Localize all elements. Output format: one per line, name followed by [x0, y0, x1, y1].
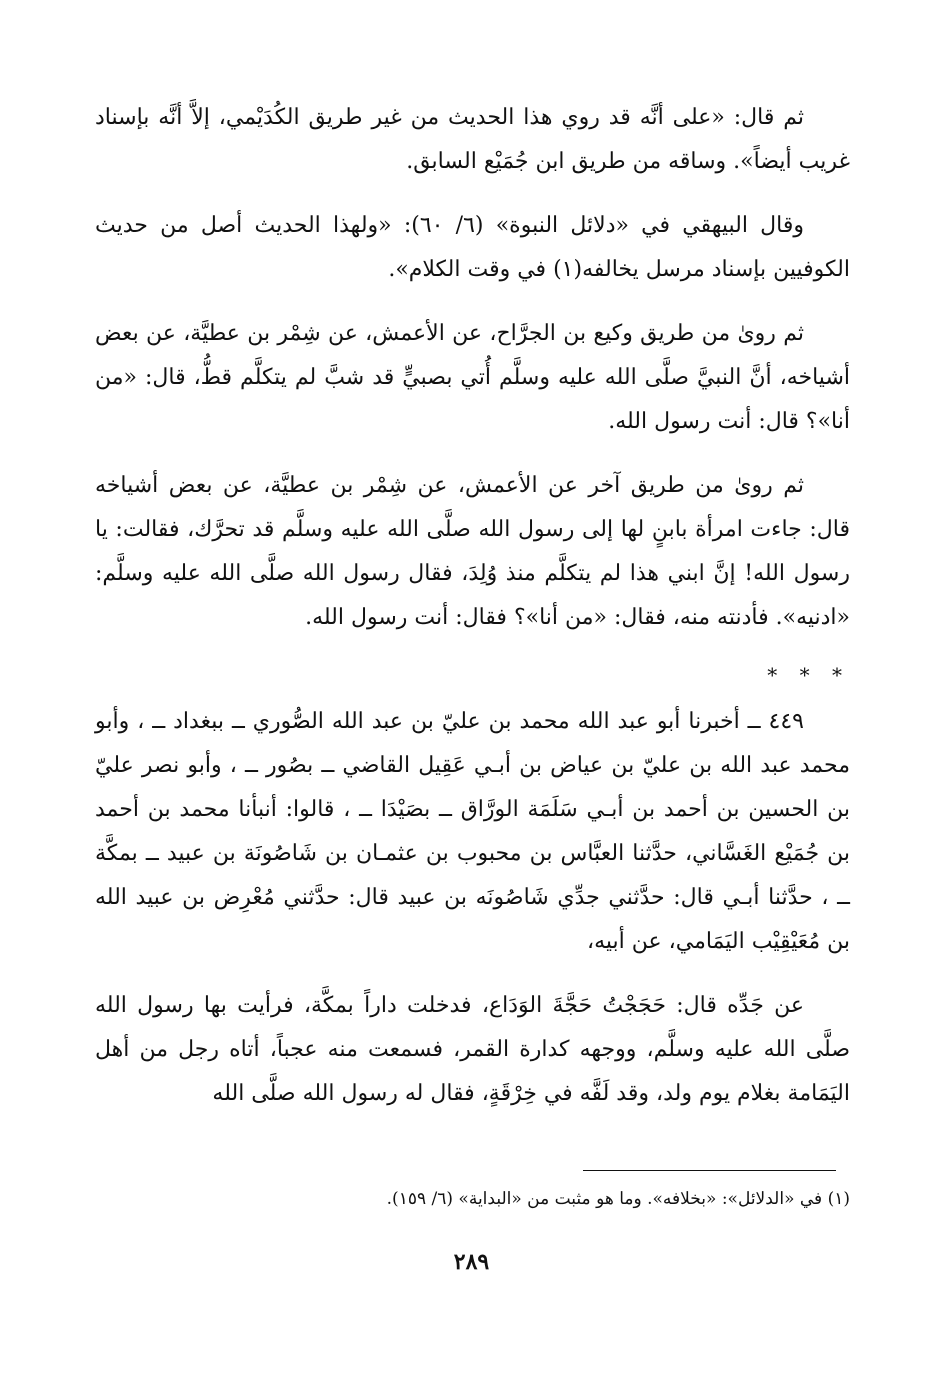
- paragraph-1: ثم قال: «على أنَّه قد روي هذا الحديث من غير طريق الكُدَيْمي، إلاَّ أنَّه بإسناد غريب أيضاً». وساقه من طريق ابن جُمَيْع السابق.: [95, 105, 850, 174]
- paragraph-3: ثم روىٰ من طريق وكيع بن الجرَّاح، عن الأعمش، عن شِمْر بن عطيَّة، عن بعض أشياخه، أنَّ النبيَّ صلَّى الله عليه وسلَّم أُتي بصبيٍّ قد شبَّ لم يتكلَّم قطُّ، قال: «من أنا»؟ قال: أنت رسول الله.: [95, 321, 850, 434]
- page-number: ٢٨٩: [453, 1249, 490, 1275]
- section-separator: * * *: [767, 663, 850, 687]
- hadith-449-isnad: ٤٤٩ ــ أخبرنا أبو عبد الله محمد بن عليّ بن عبد الله الصُّوري ــ ببغداد ــ ، وأبو محمد عبد الله بن عليّ بن عياض بن أبـي عَقِيل القاضي ــ بصُور ــ ، وأبو نصر عليّ بن الحسين بن أحمد بن أبـي سَلَمَة الورَّاق ــ بصَيْدَا ــ ، قالوا: أنبأنا محمد بن أحمد بن جُمَيْع الغَسَّاني، حدَّثنا العبَّاس بن محبوب بن عثمـان بن شَاصُونَة بن عبيد ــ بمكَّة ــ ، حدَّثنا أبـي قال: حدَّثني جدِّي شَاصُونَه بن عبيد قال: حدَّثني مُعْرِض بن عبيد الله بن مُعَيْقِيْب اليَمَامي، عن أبيه،: [95, 709, 850, 954]
- main-text: [95, 96, 850, 1136]
- footnote-divider: [583, 1170, 836, 1171]
- hadith-449-matn: عن جَدِّه قال: حَجَجْتُ حَجَّةَ الوَدَاع، فدخلت داراً بمكَّة، فرأيت بها رسول الله صلَّى الله عليه وسلَّم، ووجهه كدارة القمر، فسمعت منه عجباً، أتاه رجل من أهل اليَمَامة بغلام يوم ولد، وقد لَفَّه في خِرْقَةٍ، فقال له رسول الله صلَّى الله: [95, 993, 850, 1106]
- paragraph-2: وقال البيهقي في «دلائل النبوة» (٦/ ٦٠): «ولهذا الحديث أصل من حديث الكوفيين بإسناد مرسل يخالفه(١) في وقت الكلام».: [95, 213, 850, 282]
- paragraph-4: ثم روىٰ من طريق آخر عن الأعمش، عن شِمْر بن عطيَّة، عن بعض أشياخه قال: جاءت امرأة بابنٍ لها إلى رسول الله صلَّى الله عليه وسلَّم قد تحرَّك، فقالت: يا رسول الله! إنَّ ابني هذا لم يتكلَّم منذ وُلِدَ، فقال رسول الله صلَّى الله عليه وسلَّم: «ادنيه». فأدنته منه، فقال: «من أنا»؟ فقال: أنت رسول الله.: [95, 473, 850, 630]
- footnote: (١) في «الدلائل»: «بخلافه». وما هو مثبت من «البداية» (٦/ ١٥٩).: [386, 1189, 850, 1209]
